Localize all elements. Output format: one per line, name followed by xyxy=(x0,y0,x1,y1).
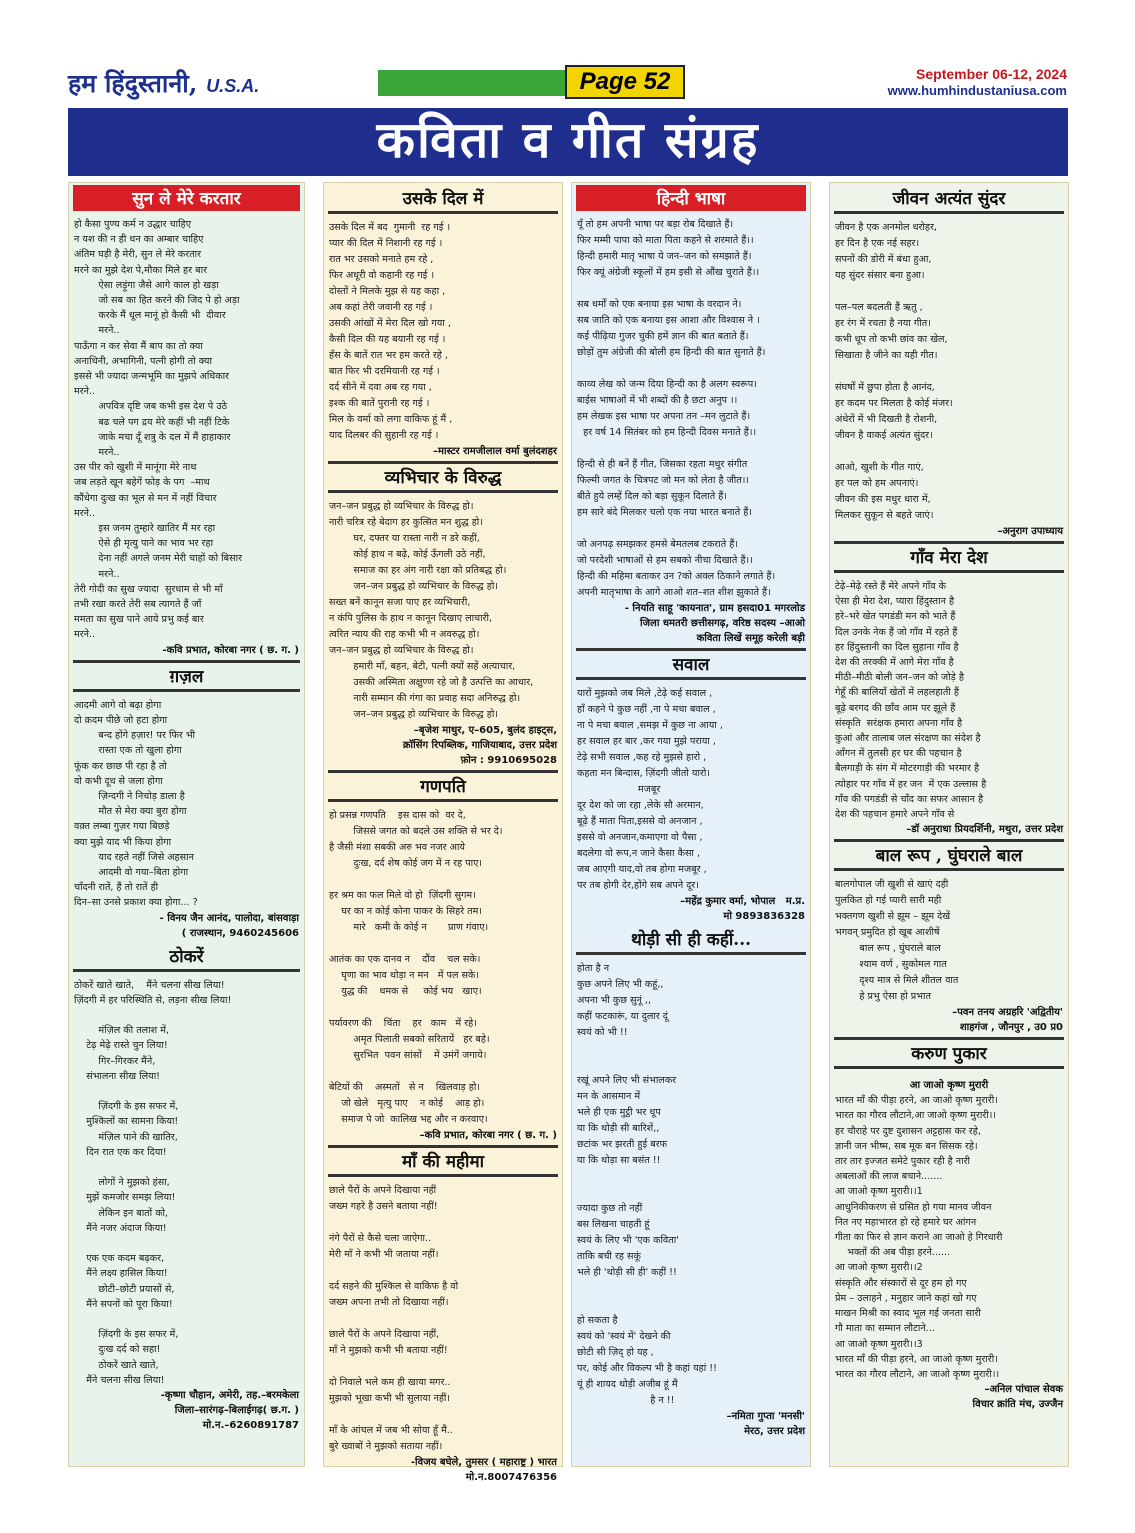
poem-body: उसके दिल में बद गुमानी रह गई । प्यार की दिल में निशानी रह गई । रात भर उसको मनाते हम रहे , फिर अधूरी वो कहानी रह गई । दोस्तों ने मिलके मुझ से यह कहा , अब कहां तेरी जवानी रह गई । उसकी आंखों में मेरा दिल खो गया , कैसी दिल की यह बयानी रह गई । हँस के बातें रात भर हम करते रहे , बात फिर भी दरमियानी रह गई । दर्द सीने में दवा अब रह गया , इश्क की बातें पुरानी रह गई । मिल के वर्मा को लगा वाकिफ हूं मैं , याद दिलबर की सुहानी रह गई । xyxy=(329,222,453,441)
poem-body: बालगोपाल जी खुशी से खाएं दही पुलकित हो गई प्यारी सारी मही भक्तगण खुशी से झूम – झूम देखें भगवन् प्रमुदित हो खूब आशीषें बाल रूप , घुंघराले बाल श्याम वर्ण , सुकोमल गात दृश्य मात्र से मिले शीतल वात हे प्रभु ऐसा हो प्रभात xyxy=(835,879,959,1003)
poem-body: भारत माँ की पीड़ा हरने, आ जाओ कृष्ण मुरारी। भारत का गौरव लौटाने,आ जाओ कृष्ण मुरारी।। हर चौराहे पर दुष्ट दुशासन अट्टहास कर रहे, ज्ञानी जन भीष्म, सब मूक बन सिसक रहे। तार तार इज्जत समेटे पुकार रही है नारी अबलाओं की लाज बचाने....... आ जाओ कृष्ण मुरारी।।1 आधुनिकीकरण से ग्रसित हो गया मानव जीवन नित नए महाभारत हो रहे हमारे घर आंगन गीता का फिर से ज्ञान कराने आ जाओ हे गिरधारी भक्तों की अब पीड़ा हरने...... आ जाओ कृष्ण मुरारी।।2 संस्कृति और संस्कारों से दूर हम हो गए प्रेम – उलाहने , मनुहार जाने कहां खो गए माखन मिश्री का स्वाद भूल गई जनता सारी गौ माता का सम्मान लौटाने... आ जाओ कृष्ण मुरारी।।3 भारत माँ की पीड़ा हरने, आ जाओ कृष्ण मुरारी। भारत का गौरव लौटाने, आ जाओ कृष्ण मुरारी।। xyxy=(835,1095,1003,1380)
column-3 xyxy=(571,182,811,1467)
page-number: Page 52 xyxy=(565,65,685,99)
issue-date: September 06-12, 2024 xyxy=(916,66,1067,82)
poem-author: –नमिता गुप्ता 'मनसी' मेरठ, उत्तर प्रदेश xyxy=(726,1411,805,1437)
poem-title: करुण पुकार xyxy=(834,1037,1064,1069)
poem-author: –पवन तनय अग्रहरि 'अद्वितीय' शाहगंज , जौनपुर , उ0 प्र0 xyxy=(952,1007,1063,1034)
poem-title: गणपति xyxy=(328,770,558,802)
poem-author: –अनिल पांचाल सेवक विचार क्रांति मंच, उज्जैन xyxy=(972,1384,1063,1411)
poem-body: यारों मुझको जब मिले ,टेढ़े कई सवाल , हाँ कहने पे कुछ नहीं ,ना पे मचा बवाल , ना पे मचा बवाल ,समझ में कुछ ना आया , हर सवाल हर बार ,कर गया मुझे पराया , टेढ़े सभी सवाल ,कह रहे मुझसे हारो , कहता मन बिन्दास, ज़िंदगी जीतो यारो। मजबूर दूर देश को जा रहा ,लेके सौ अरमान, बूढ़े हैं माता पिता,इससे वो अनजान , इससे वो अनजान,कमाएगा वो पैसा , बदलेगा वो रूप,न जाने कैसा कैसा , जब आएगी याद,वो तब होगा मजबूर , पर तब होगी देर,होंगे सब अपने दूर। xyxy=(577,688,723,891)
poem-author: –बृजेश माथुर, ए–605, बुलंद हाइट्स, क्रॉसिंग रिपब्लिक, गाजियाबाद, उत्तर प्रदेश फ़ोन : 9910695028 xyxy=(402,725,557,766)
poem-title: सुन ले मेरे करतार xyxy=(73,185,300,211)
poem-body: आदमी आगे वो बढ़ा होगा दो क़दम पीछे जो हटा होगा बन्द होंगे हज़ार! पर फिर भी रास्ता एक तो खुला होगा फूंक कर छाछ पी रहा है तो वो कभी दूध से जला होगा ज़िन्दगी ने निचोड़ डाला है मौत से मेरा क्या बुरा होगा वक़्त लम्बा गुज़र गया बिछड़े क्या मुझे याद भी किया होगा याद रहते नहीं जिसे अहसान आदमी वो गया–बिता होगा चाँदनी रातें, हैं तो रातें ही दिन–सा उनसे प्रकाश क्या होगा... ? xyxy=(74,699,198,909)
poem-body: टेढ़े–मेढ़े रस्ते हैं मेरे अपने गाँव के ऐसा ही मेरा देश, प्यारा हिंदुस्तान है हरे–भरे खेत पगडंडी मन को भाते हैं दिल उनके नेक हैं जो गाँव में रहते हैं हर हिंदुस्तानी का दिल सुहाना गाँव है देश की तरक्की में आगे मेरा गाँव है मीठी–मीठी बोली जन–जन को जोड़े है गेहूँ की बालियाँ खेतों में लहलहाती हैं बूढ़े बरगद की छाँव आम पर झूले हैं संस्कृति सरंक्षक हमारा अपना गाँव है कुआं और तालाब जल संरक्षण का संदेश है आँगन में तुलसी हर घर की पहचान है बैलगाड़ी के संग में मोटरगाड़ी की भरमार है त्योहार पर गाँव में हर जन में एक उल्लास है गाँव की पगडंडी से चाँद का सफर आसान है देश की पहचान हमारे अपने गाँव से xyxy=(835,581,987,821)
poem-title: गाँव मेरा देश xyxy=(834,541,1064,573)
poem-title: जीवन अत्यंत सुंदर xyxy=(834,185,1064,214)
poem-author: –महेंद्र कुमार वर्मा, भोपाल म.प्र. मो 9893836328 xyxy=(680,896,805,922)
poem-author: -कवि प्रभात, कोरबा नगर ( छ. ग. ) xyxy=(162,644,299,656)
brand-name: हम हिंदुस्तानी, xyxy=(68,69,198,98)
brand-usa: U.S.A. xyxy=(206,76,260,96)
poem-title: थोड़ी सी ही कहीं... xyxy=(576,926,806,955)
poem-title: उसके दिल में xyxy=(328,185,558,214)
poem-author: –कवि प्रभात, कोरबा नगर ( छ. ग. ) xyxy=(419,1130,557,1141)
brand-logo xyxy=(68,66,259,100)
website-link[interactable]: www.humhindustaniusa.com xyxy=(887,83,1067,98)
column-4 xyxy=(829,182,1069,1467)
poem-title: सवाल xyxy=(576,648,806,680)
poem-body: हो कैसा पुण्य कर्म न उद्धार चाहिए न यश की न ही धन का अम्बार चाहिए अंतिम घड़ी है मेरी, सुन ले मेरे करतार मरने का मुझे देश पे,मौका मिले हर बार ऐसा लड़ूंगा जैसे आगे काल हो खड़ा जो सब का हित करने की जिद पे हो अड़ा करके मैं धूल मानूं हो कैसी भी दीवार मरने.. पाऊँगा न कर सेवा मैं बाप का तो क्या अनाथिनी, अभागिनी, पत्नी होगी तो क्या इससे भी ज्यादा जन्मभूमि का मुझपे अधिकार मरने.. अपवित्र दृष्टि जब कभी इस देश पे उठे बढ चले पग द्रय मेरे कहीं भी नहीं टिके जाके मचा दूँ शत्रु के दल में मैं हाहाकार मरने.. उस पीर को खुशी में मानूंगा मेरे नाथ जब लड़ते खून बहेगें फोड़ के पग –माथ कौंधेगा दुःख का भूल से मन में नहीं विचार मरने.. इस जनम तुम्हारे खातिर मैं मर रहा ऐसे ही मृत्यु पाने का भाव भर रहा देना नहीं अगले जनम मेरी चाहों को बिसार मरने.. तेरी गोदी का सुख ज्यादा सुरधाम से भी माँ तभी रखा करते तेरी सब त्यागते हैं जाँ ममता का सुख पाने आये प्रभु कई बार मरने.. xyxy=(74,219,242,641)
poem-title: ठोकरें xyxy=(73,943,300,972)
poem-body: ठोकरें खाते खाते, मैंने चलना सीख लिया! ज़िंदगी में हर परिस्थिति से, लड़ना सीख लिया! मंज़िल की तलाश में, टेढ़ मेढ़े रास्ते चुन लिया! गिर–गिरकर मैंने, संभालना सीख लिया! ज़िंदगी के इस सफर में, मुश्किलों का सामना किया! मंज़िल पाने की खातिर, दिन रात एक कर दिया! लोगों ने मुझको हंसा, मुझें कमजोर समझ लिया! लेकिन इन बातों को, मैंने नजर अंदाज किया! एक एक कदम बढ़कर, मैंने लक्ष्य हासिल किया! छोटी–छोटी प्रयासों से, मैंने सपनों को पूरा किया! ज़िंदगी के इस सफर में, दुःख दर्द को सहा! ठोकरें खाते खाते, मैंने चलना सीख लिया! xyxy=(74,979,232,1386)
poem-author: -कृष्णा चौहान, अमेरी, तह.–बरमकेला जिला–सारंगढ़–बिलाईगढ़( छ.ग. ) मो.न.–6260891787 xyxy=(160,1390,299,1432)
poem-title: व्यभिचार के विरुद्ध xyxy=(328,461,558,493)
column-2 xyxy=(323,182,563,1483)
poem-title: हिन्दी भाषा xyxy=(576,185,806,211)
column-1 xyxy=(68,182,305,1467)
poem-author: - विनय जैन आनंद, पालोदा, बांसवाड़ा ( राजस्थान, 9460245606 xyxy=(159,912,299,939)
poem-author: –अनुराग उपाध्याय xyxy=(997,526,1063,537)
poem-author: - नियति साहू 'कायनात', ग्राम हसदा01 मगरलोड जिला धमतरी छत्तीसगढ़, वरिष्ठ सदस्य –आओ कविता लिखें समूह करेली बड़ी xyxy=(624,603,805,644)
section-banner: कविता व गीत संग्रह xyxy=(68,108,1068,176)
poem-author: –मास्टर रामजीलाल वर्मा बुलंदशहर xyxy=(433,446,557,457)
poem-title: ग़ज़ल xyxy=(73,660,300,692)
page-header xyxy=(60,62,1075,104)
poem-subtitle: आ जाओ कृष्ण मुरारी xyxy=(909,1080,989,1092)
poem-title: माँ की महीमा xyxy=(328,1145,558,1177)
poem-body: होता है न कुछ अपने लिए भी कहूं,, अपना भी कुछ सुनूं ,, कहीं फटकारूं, या दुलार दूं स्वयं को भी !! रखूं अपने लिए भी संभालकर मन के आसमान में भले ही एक मुट्ठी भर धूप या कि थोड़ी सी बारिशें,, छटांक भर झरती हुई बरफ या कि थोड़ा सा बसंत !! ज्यादा कुछ तो नहीं बस लिखना चाहती हूं स्वयं के लिए भी 'एक कविता' ताकि बची रह सकूं भले ही 'थोड़ी सी ही' कहीं !! हो सकता है स्वयं को 'स्वयं में' देखने की छोटी सी ज़िद् हो यह , पर, कोई और विकल्प भी है कहां यहां !! यूं ही शायद थोड़ी अजीब हूं मैं है न !! xyxy=(577,963,717,1406)
poem-body: यूँ तो हम अपनी भाषा पर बड़ा रोब दिखाते हैं। फिर मम्मी पापा को माता पिता कहने से शरमाते हैं।। हिन्दी हमारी मातृ भाषा ये जन–जन को समझाते हैं। फिर क्यूं अंग्रेजी स्कूलों में हम इसी से औंख चुराते हैं।। सब धर्मों को एक बनाया इस भाषा के वरदान ने। सब जाति को एक बनाया इस आशा और विश्वास ने । कई पीढ़िया गुजर चुकी हमें ज्ञान की बात बताते हैं। छोड़ों तुम अंग्रेजी की बोली हम हिन्दी की बात सुनाते हैं। काव्य लेख को जन्म दिया हिन्दी का है अलग स्वरूप। बाईस भाषाओं में भी शब्दों की है छटा अनुप ।। हम लेखक इस भाषा पर अपना तन –मन लुटाते हैं। हर वर्ष 14 सितंबर को हम हिन्दी दिवस मनाते हैं।। हिन्दी से ही बनें हैं गीत, जिसका रहता मधुर संगीत फिल्मी जगत के चित्रपट जो मन को लेता है जीत।। बीते हुये लम्हें दिल को बड़ा सुकून दिलाते हैं। हम सारे बंदे मिलकर चलो एक नया भारत बनाते हैं। जो अनपढ़ समझकर हमसे बेमतलब टकराते हैं। जो परदेशी भाषाओं से हम सबको नीचा दिखाते हैं।। हिन्दी की महिमा बताकर उन ?को अक्ल ठिकाने लगाते हैं। अपनी मातृभाषा के आगे आओ शत–शत शीश झुकाते हैं। xyxy=(577,219,776,598)
poem-body: छाले पैरों के अपने दिखाया नहीं जख्म गहरे है उसने बताया नहीं! नंगे पैरों से कैसे चला जाऐगा.. मेरी माँ ने कभी भी जताया नहीं। दर्द सहने की मुश्किल से वाकिफ है वो जख्म अपना तभी तो दिखाया नहीं। छाले पैरों के अपने दिखाया नहीं, माँ ने मुझको कभी भी बताया नहीं! दो निवाले भले कम ही खाया मगर.. मुझको भूखा कभी भी सुलाया नहीं। माँ के आंचल में जब भी सोया हूँ मैं.. बुरे ख्वाबों ने मुझको सताया नहीं। xyxy=(329,1185,459,1452)
poem-author: –डॉ अनुराधा प्रियदर्शिनी, मथुरा, उत्तर प्रदेश xyxy=(906,824,1063,836)
poem-body: जीवन है एक अनमोल धरोहर, हर दिन है एक नई सहर। सपनों की डोरी में बंधा हुआ, यह सुंदर संसार बना हुआ। पल–पल बदलती हैं ऋतु , हर रंग में रचता है नया गीत। कभी धूप तो कभी छांव का खेल, सिखाता है जीने का यही गीत। संघर्षों में छुपा होता है आनंद, हर कदम पर मिलता है कोई मंजर। अंधेरों में भी दिखती है रोशनी, जीवन है वाकई अत्यंत सुंदर। आओ, खुशी के गीत गाएं, हर पल को हम अपनाएं। जीवन की इस मधुर धारा में, मिलकर सुकून से बहते जाएं। xyxy=(835,222,953,521)
poem-body: जन–जन प्रबुद्ध हो व्यभिचार के विरुद्ध हो। नारी चरित्र रहे बेदाग हर कुत्सित मन शुद्ध हो। घर, दफ्तर या रास्ता नारी न डरे कहीं, कोई हाथ न बढ़े, कोई ऊँगली उठे नहीं, समाज का हर अंग नारी रक्षा को प्रतिबद्ध हो। जन–जन प्रबुद्ध हो व्यभिचार के विरुद्ध हो। सख्त बनें कानून सजा पाए हर व्यभिचारी, न कंपि पुलिस के हाथ न कानून दिखाए लाचारी, त्वरित न्याय की राह कभी भी न अवरुद्ध हो। जन–जन प्रबुद्ध हो व्यभिचार के विरुद्ध हो। हमारी माँ, बहन, बेटी, पत्नी क्यों सहें अत्याचार, उसकी अस्मिता अक्षुण्ण रहे जो है उत्पत्ति का आधार, नारी सम्मान की गंगा का प्रवाह सदा अनिरुद्ध हो। जन–जन प्रबुद्ध हो व्यभिचार के विरुद्ध हो। xyxy=(329,501,534,720)
poem-title: बाल रूप , घुंघराले बाल xyxy=(834,839,1064,871)
poem-body: हो प्रसन्न गणपति इस दास को वर दे, जिससे जगत को बदले उस शक्ति से भर दे। है जैसी मंशा सबकी अरु भव नजर आये दुःख, दर्द शेष कोई जग में न रह पाए। हर श्रम का फल मिले वो हो ज़िंदगी सुगम। घर का न कोई कोना पाकर के सिहरे तम। मारे कमी के कोई न प्राण गंवाए। आतंक का एक दानव न दौंव चल सके। घृणा का भाव थोड़ा न मन में पल सके। युद्ध की धमक से कोई भय खाए। पर्यावरण की चिंता हर काम में रहे। अमृत पिलाती सबको सरितायें हर बहे। सुरभित पवन सांसों में उमंगें जगाये। बेटियों की अस्मतों से न खिलवाड़ हो। जो खेले मृत्यु पाए न कोई आड़ हो। समाज पे जो कालिख भद्द और न करवाए। xyxy=(329,810,503,1125)
poem-author: -विजय बघेले, तुमसर ( महाराष्ट्र ) भारत मो.न.8007476356 xyxy=(410,1457,557,1483)
